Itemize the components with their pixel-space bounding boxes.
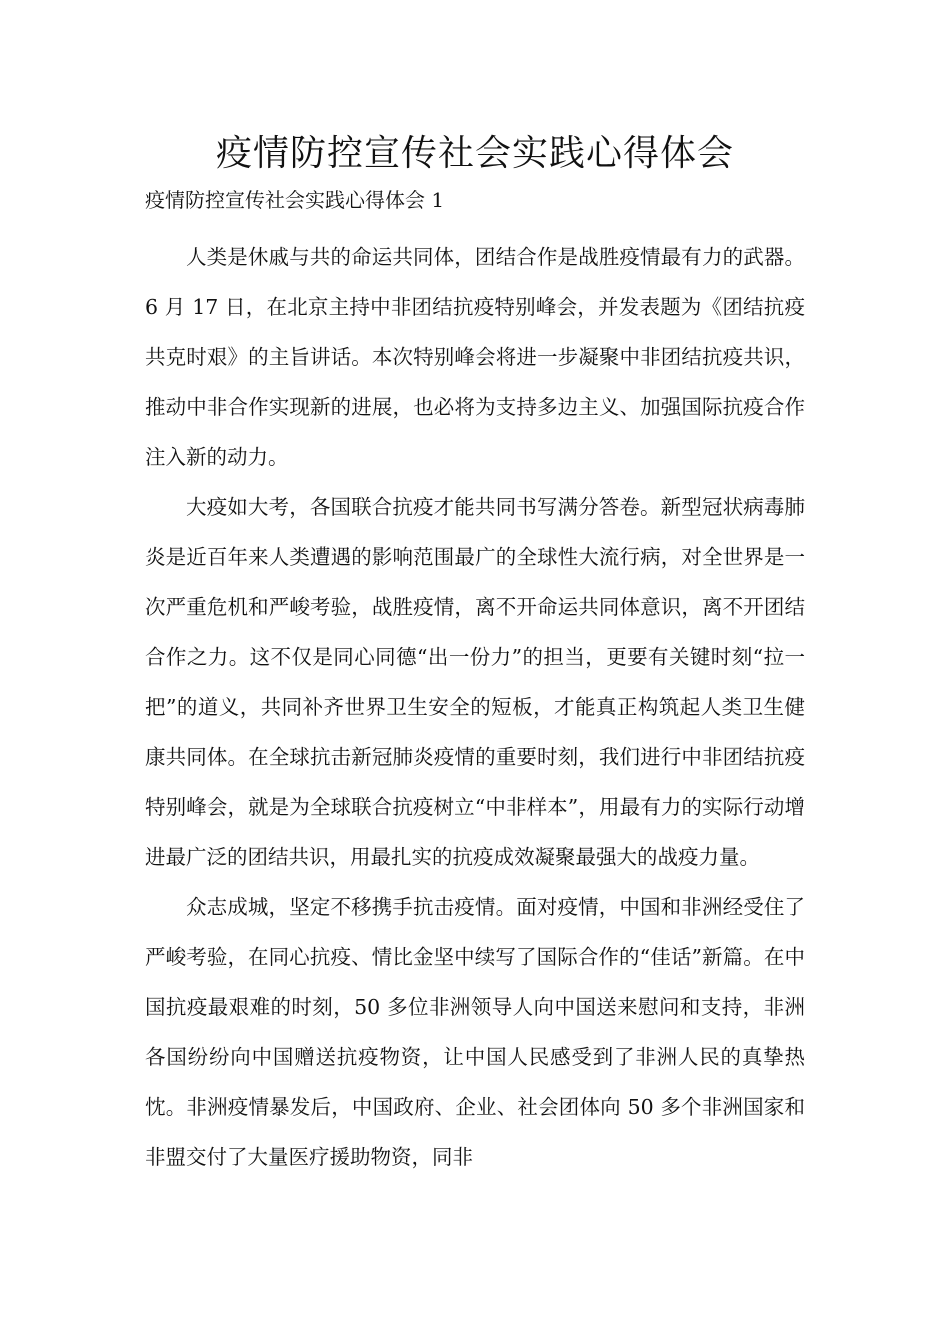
paragraph-1: 人类是休戚与共的命运共同体，团结合作是战胜疫情最有力的武器。6 月 17 日，在北京主持中非团结抗疫特别峰会，并发表题为《团结抗疫 共克时艰》的主旨讲话。本次特别峰会将进一步凝聚中非团结抗疫共识，推动中非合作实现新的进展，也必将为支持多边主义、加强国际抗疫合作注入新的动力。: [145, 245, 805, 469]
paragraph-2: 大疫如大考，各国联合抗疫才能共同书写满分答卷。新型冠状病毒肺炎是近百年来人类遭遇的影响范围最广的全球性大流行病，对全世界是一次严重危机和严峻考验，战胜疫情，离不开命运共同体意识，离不开团结合作之力。这不仅是同心同德“出一份力”的担当，更要有关键时刻“拉一把”的道义，共同补齐世界卫生安全的短板，才能真正构筑起人类卫生健康共同体。在全球抗击新冠肺炎疫情的重要时刻，我们进行中非团结抗疫特别峰会，就是为全球联合抗疫树立“中非样本”，用最有力的实际行动增进最广泛的团结共识，用最扎实的抗疫成效凝聚最强大的战疫力量。: [145, 495, 805, 869]
paragraph-3: 众志成城，坚定不移携手抗击疫情。面对疫情，中国和非洲经受住了严峻考验，在同心抗疫、情比金坚中续写了国际合作的“佳话”新篇。在中国抗疫最艰难的时刻，50 多位非洲领导人向中国送来慰问和支持，非洲各国纷纷向中国赠送抗疫物资，让中国人民感受到了非洲人民的真挚热忱。非洲疫情暴发后，中国政府、企业、社会团体向 50 多个非洲国家和非盟交付了大量医疗援助物资，同非: [145, 895, 805, 1169]
document-body: [145, 232, 805, 1182]
document-title: 疫情防控宣传社会实践心得体会: [215, 133, 734, 174]
document-subtitle: 疫情防控宣传社会实践心得体会 1: [145, 188, 445, 212]
